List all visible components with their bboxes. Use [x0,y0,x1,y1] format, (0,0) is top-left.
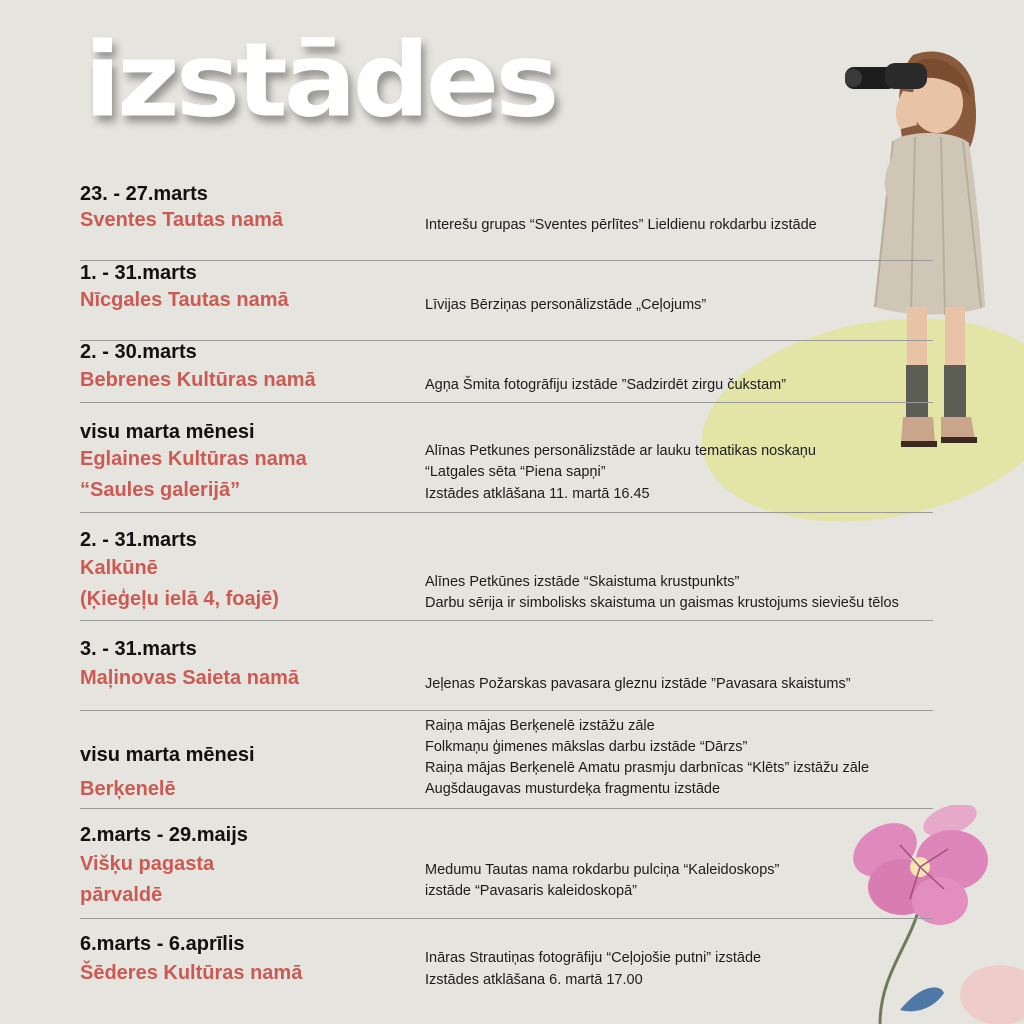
event-row [80,340,933,403]
event-place [80,205,283,236]
event-place-line: Višķu pagasta [80,853,215,875]
event-description-line: Līvijas Bērziņas personālizstāde „Ceļojums” [425,297,707,313]
event-place [80,365,316,396]
event-place [80,663,299,694]
event-row [80,260,933,341]
event-description-line: Raiņa mājas Berķenelē izstāžu zāle [425,718,655,734]
event-description-line: Folkmaņu ģimenes mākslas darbu izstāde “Dārzs” [425,739,748,755]
event-place-line: Nīcgales Tautas namā [80,289,289,311]
event-date: 3. - 31.marts [80,638,197,660]
event-date: 23. - 27.marts [80,183,208,205]
event-date: 2. - 30.marts [80,341,197,363]
event-place-line: Kalkūnē [80,557,158,579]
page-title: izstādes [84,21,556,141]
event-description-line: izstāde “Pavasaris kaleidoskopā” [425,883,637,899]
event-row [80,512,933,621]
event-description-line: Raiņa mājas Berķenelē Amatu prasmju darbnīcas “Klēts” izstāžu zāle [425,760,870,776]
event-description-line: Medumu Tautas nama rokdarbu pulciņa “Kaleidoskops” [425,862,780,878]
event-description-line: Agņa Šmita fotogrāfiju izstāde ”Sadzirdēt zirgu čukstam” [425,377,787,393]
event-place-line: Berķenelē [80,778,176,800]
event-description-line: Izstādes atklāšana 11. martā 16.45 [425,486,650,502]
event-date: 1. - 31.marts [80,262,197,284]
event-place [80,553,279,615]
event-place [80,444,307,506]
event-date: 6.marts - 6.aprīlis [80,933,245,955]
event-place-line: “Saules galerijā” [80,479,241,501]
event-place [80,285,289,316]
event-description-line: “Latgales sēta “Piena sapņi” [425,464,606,480]
event-place [80,849,214,911]
event-place-line: Šēderes Kultūras namā [80,962,303,984]
event-description-line: Interešu grupas “Sventes pērlītes” Lieldienu rokdarbu izstāde [425,217,817,233]
event-row [80,178,933,261]
event-place-line: Maļinovas Saieta namā [80,667,299,689]
event-place [80,774,176,805]
event-row [80,918,933,1008]
event-place-line: Eglaines Kultūras nama [80,448,307,470]
event-description-line: Alīnes Petkūnes izstāde “Skaistuma krustpunkts” [425,574,740,590]
event-description-line: Jeļenas Požarskas pavasara gleznu izstāde ”Pavasara skaistums” [425,676,851,692]
event-place-line: Sventes Tautas namā [80,209,284,231]
event-place-line: (Ķieģeļu ielā 4, foajē) [80,588,279,610]
event-description-line: Augšdaugavas musturdeķa fragmentu izstāde [425,781,721,797]
event-date: 2. - 31.marts [80,529,197,551]
event-row [80,620,933,711]
event-description-line: Izstādes atklāšana 6. martā 17.00 [425,972,643,988]
event-description-line: Darbu sērija ir simbolisks skaistuma un gaismas krustojums sieviešu tēlos [425,595,899,611]
event-date: visu marta mēnesi [80,744,255,766]
event-date: 2.marts - 29.maijs [80,824,248,846]
event-row [80,808,933,919]
event-place-line: pārvaldē [80,884,163,906]
event-description-line: Ināras Strautiņas fotogrāfiju “Ceļojošie putni” izstāde [425,950,762,966]
event-place [80,958,302,989]
event-row [80,402,933,513]
event-date: visu marta mēnesi [80,421,255,443]
event-place-line: Bebrenes Kultūras namā [80,369,316,391]
event-row [80,710,933,809]
event-description-line: Alīnas Petkunes personālizstāde ar lauku tematikas noskaņu [425,443,816,459]
